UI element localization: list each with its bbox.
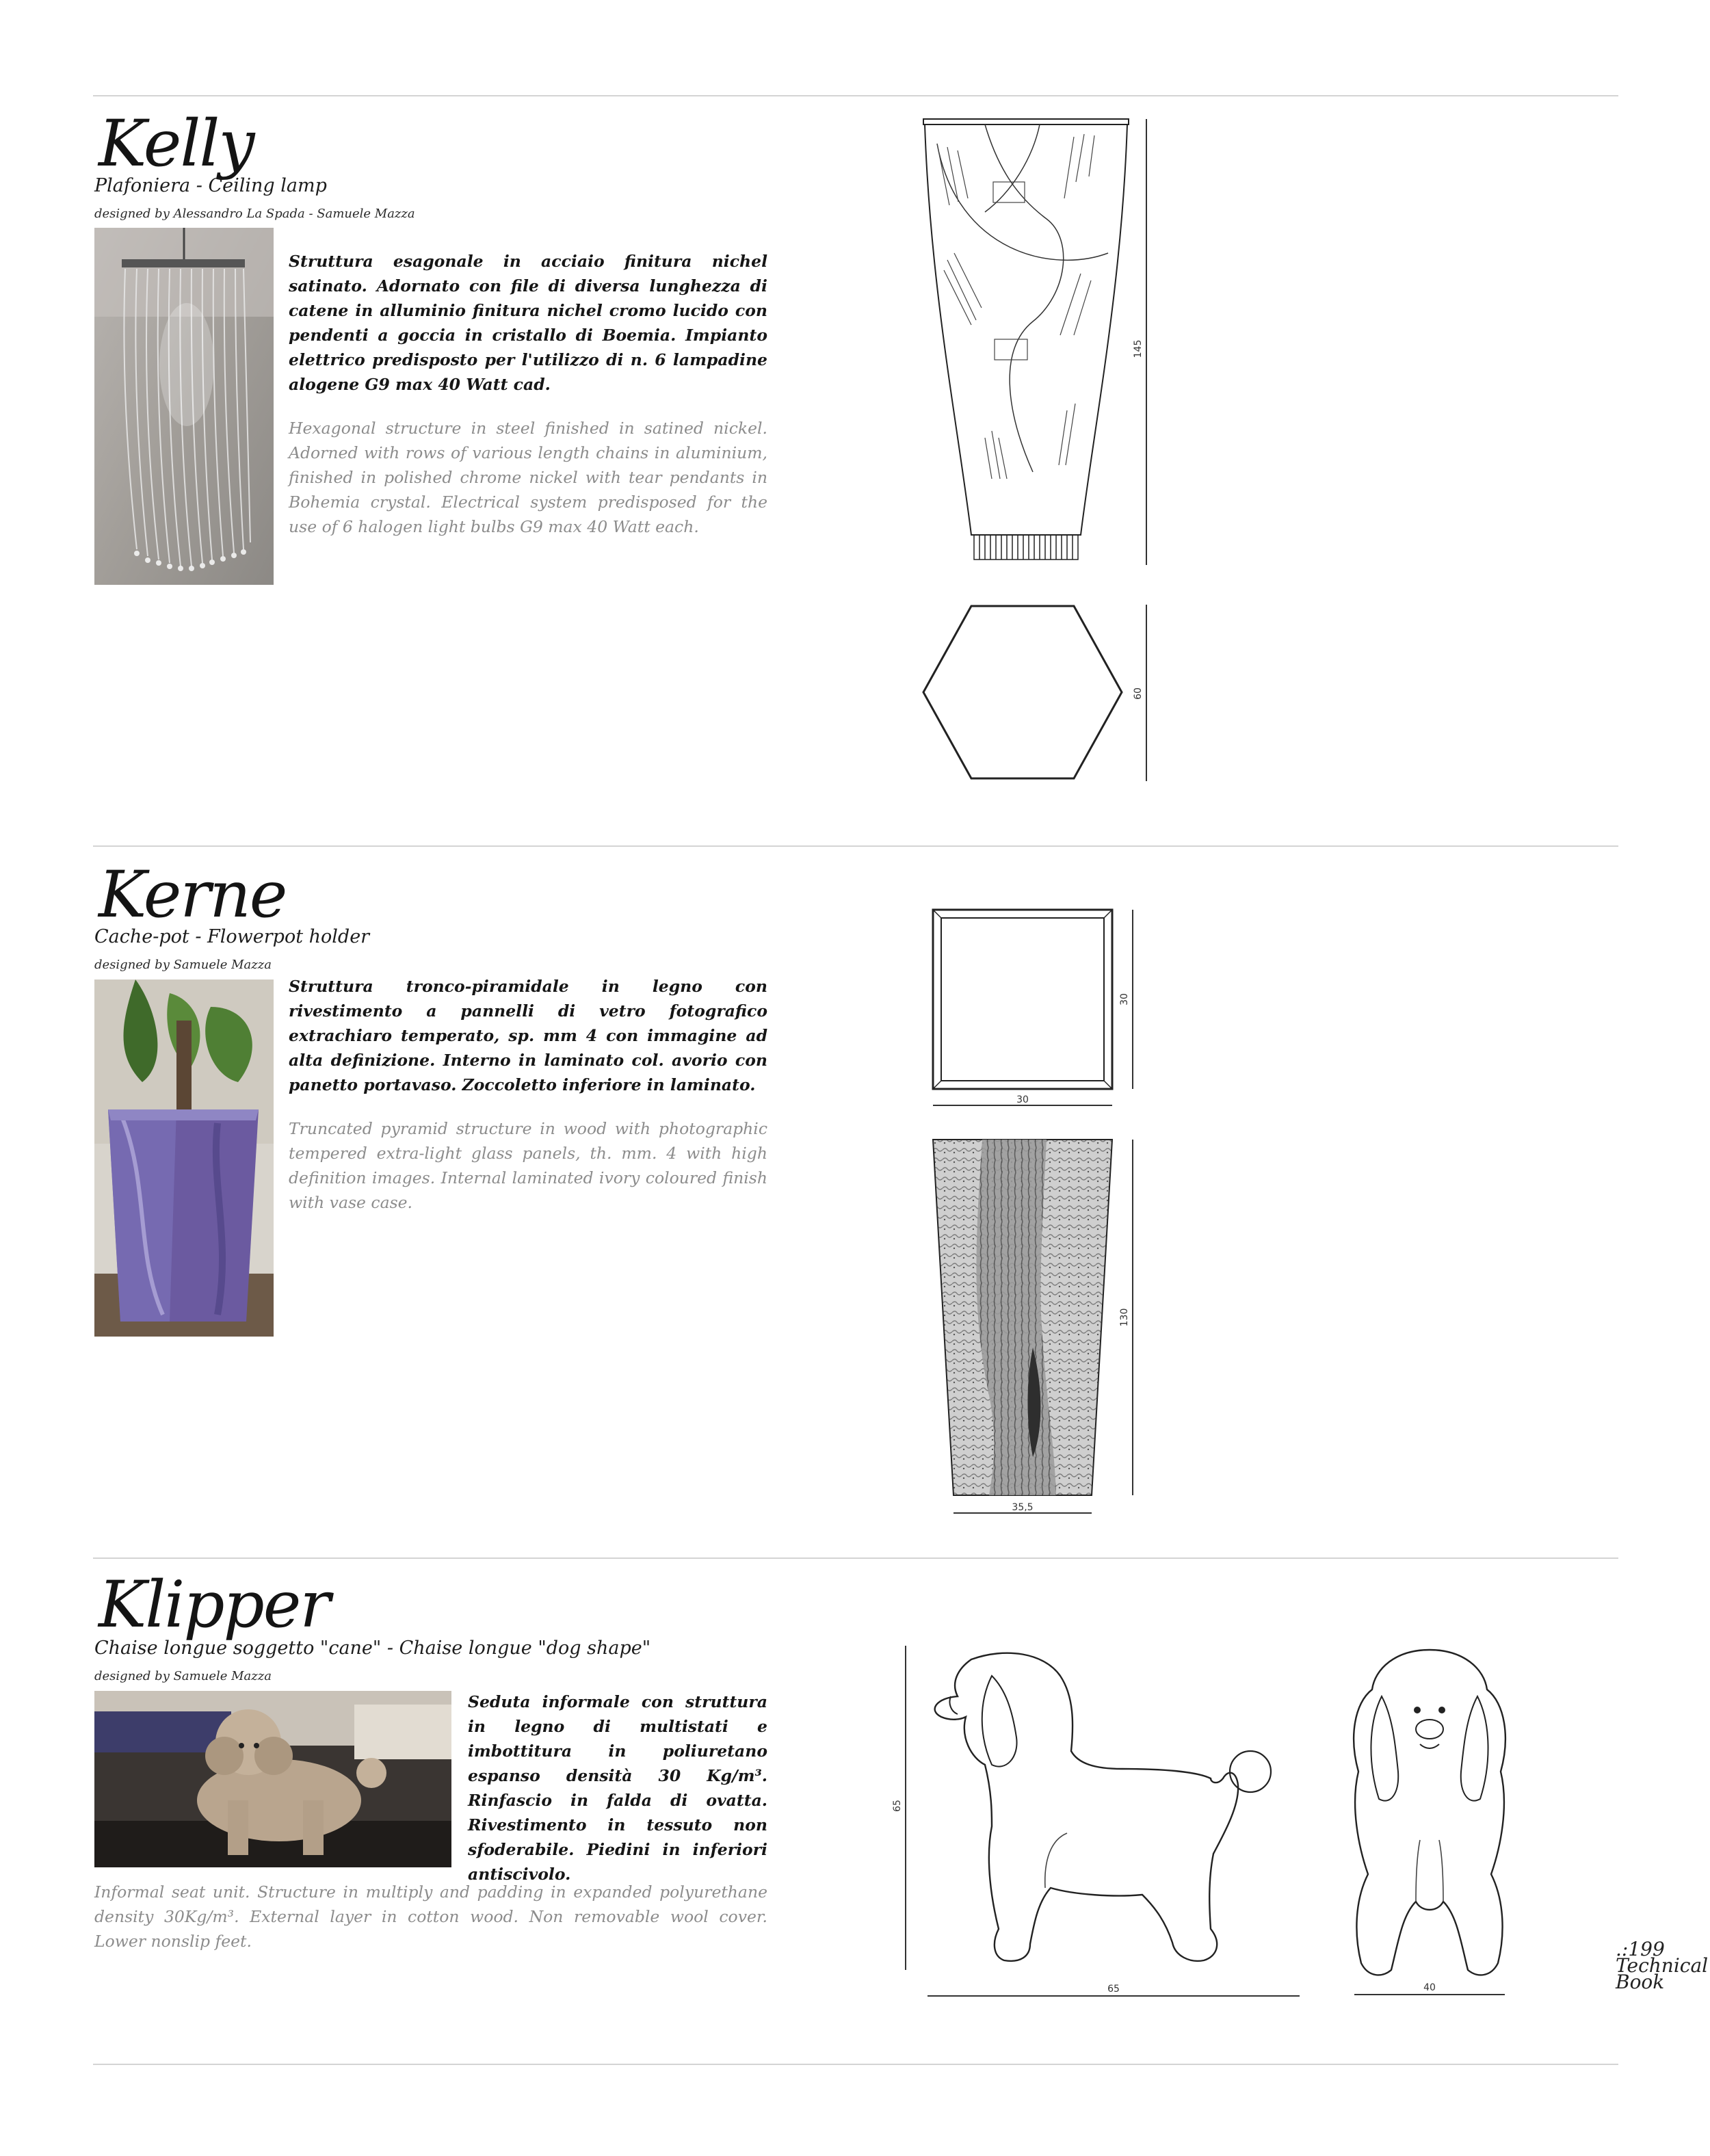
dimension-height: 65: [892, 1800, 903, 1812]
book-label-line2: Book: [1616, 1971, 1665, 1993]
description-italian: Struttura esagonale in acciaio finitura nichel satinato. Adornato con file di diversa lunghezza di catene in alluminio finitura nichel cromo lucido con pendenti a goccia in cristallo di Boemia. Impianto elettrico predisposto per l'utilizzo di n. 6 lampadine alogene G9 max 40 Watt cad.: [289, 252, 767, 394]
klipper-side-elevation-drawing: [889, 1635, 1313, 2018]
description-italian: Struttura tronco-piramidale in legno con rivestimento a pannelli di vetro fotografico extrachiaro temperato, sp. mm 4 con immagine ad alta definizione. Interno in laminato col. avorio con panetto portavaso. Zoccoletto inferiore in laminato.: [289, 977, 767, 1094]
bottom-rule: [93, 2064, 1618, 2065]
page-number: .:199: [1616, 1938, 1665, 1960]
dimension-width: 40: [1423, 1982, 1436, 1993]
dimension-height: 130: [1119, 1308, 1130, 1327]
dimension-width: 30: [1016, 1094, 1029, 1105]
dimension-height: 145: [1133, 339, 1144, 358]
product-title: Klipper: [98, 1568, 330, 1642]
product-subtitle: Chaise longue soggetto "cane" - Chaise longue "dog shape": [94, 1638, 651, 1659]
designer-credit: designed by Samuele Mazza: [94, 958, 272, 972]
dog-chaise-photo-image: [94, 1691, 451, 1867]
kerne-front-elevation-drawing: [923, 1135, 1142, 1532]
product-subtitle: Cache-pot - Flowerpot holder: [94, 926, 370, 947]
flowerpot-photo-image: [94, 980, 274, 1337]
section-divider: [93, 845, 1618, 847]
product-subtitle: Plafoniera - Ceiling lamp: [94, 175, 327, 196]
dimension-depth: 60: [1133, 687, 1144, 700]
dimension-length: 65: [1107, 1984, 1120, 1995]
description-english: Truncated pyramid structure in wood with photographic tempered extra-light glass panels, th. mm. 4 with high definition images. Internal laminated ivory coloured finish with vase case.: [289, 1119, 767, 1212]
product-title: Kerne: [98, 858, 287, 932]
product-photo-dog-chaise: [94, 1691, 451, 1867]
description-english: Informal seat unit. Structure in multiply and padding in expanded polyurethane density 30Kg/m³. External layer in cotton wood. Non removable wool cover. Lower nonslip feet.: [94, 1882, 767, 1951]
chandelier-photo-image: [94, 228, 274, 585]
description-italian: Seduta informale con struttura in legno di multistati e imbottitura in poliuretano espanso densità 30 Kg/m³. Rinfascio in falda di ovatta. Rivestimento in tessuto non sfoderabile. Piedini in inferiori antiscivolo.: [468, 1692, 767, 1884]
dimension-base-width: 35,5: [1012, 1502, 1034, 1513]
kerne-plan-view-drawing: [923, 903, 1142, 1115]
designer-credit: designed by Samuele Mazza: [94, 1669, 272, 1683]
product-title: Kelly: [98, 107, 254, 181]
kelly-front-elevation-drawing: [917, 116, 1163, 581]
product-photo-chandelier: [94, 228, 274, 585]
description-english: Hexagonal structure in steel finished in satined nickel. Adorned with rows of various length chains in aluminium, finished in polished chrome nickel with tear pendants in Bohemia crystal. Electrical system predisposed for the use of 6 halogen light bulbs G9 max 40 Watt each.: [289, 419, 767, 536]
kelly-plan-view-hexagon: [917, 602, 1163, 793]
product-photo-flowerpot: [94, 980, 274, 1337]
klipper-front-elevation-drawing: [1341, 1642, 1518, 2011]
book-label-line1: Technical: [1616, 1954, 1709, 1977]
page-number-block: [1616, 1938, 1710, 1993]
top-rule: [93, 95, 1618, 96]
designer-credit: designed by Alessandro La Spada - Samuele Mazza: [94, 207, 415, 221]
dimension-depth: 30: [1119, 993, 1130, 1005]
section-divider: [93, 1557, 1618, 1559]
